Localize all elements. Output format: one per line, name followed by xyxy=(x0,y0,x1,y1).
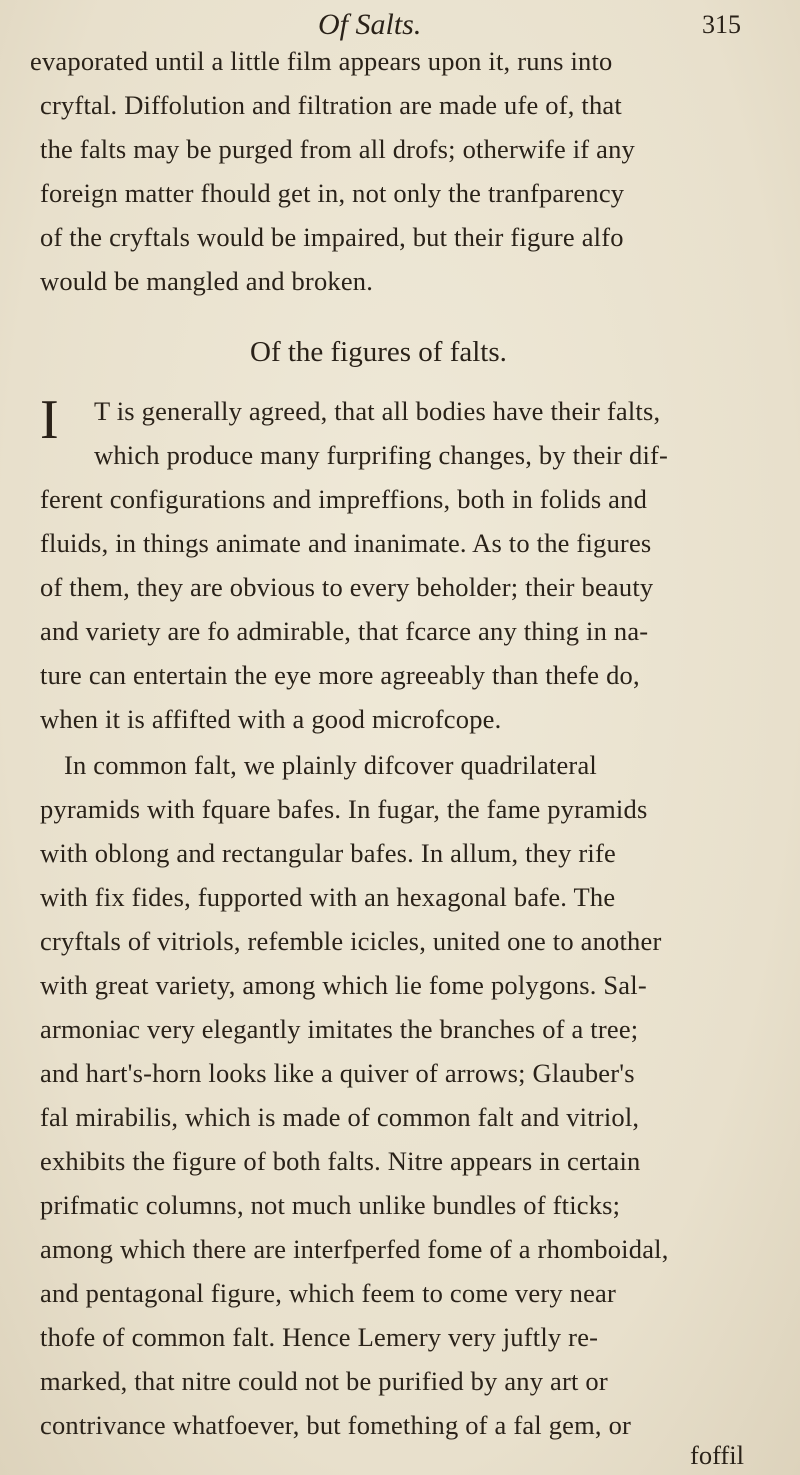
text-line: exhibits the figure of both falts. Nitre appears in certain xyxy=(40,1146,641,1176)
text-line: fal mirabilis, which is made of common falt and vitriol, xyxy=(40,1102,640,1132)
text-line: armoniac very elegantly imitates the branches of a tree; xyxy=(40,1014,639,1044)
drop-cap: I xyxy=(40,389,59,451)
text-line: the falts may be purged from all drofs; otherwife if any xyxy=(40,134,636,164)
text-line: ferent configurations and impreffions, both in folids and xyxy=(40,484,648,514)
running-title: Of Salts. xyxy=(318,8,422,41)
text-line: and hart's-horn looks like a quiver of arrows; Glauber's xyxy=(40,1058,635,1088)
text-line: evaporated until a little film appears upon it, runs into xyxy=(30,46,613,76)
text-line: ture can entertain the eye more agreeably than thefe do, xyxy=(40,660,640,690)
text-line: with fix fides, fupported with an hexagonal bafe. The xyxy=(40,882,616,912)
text-line: when it is affifted with a good microfcope. xyxy=(40,704,502,734)
text-line: thofe of common falt. Hence Lemery very juftly re- xyxy=(40,1322,599,1352)
text-line: with oblong and rectangular bafes. In allum, they rife xyxy=(40,838,616,868)
text-line: T is generally agreed, that all bodies have their falts, xyxy=(94,396,661,426)
text-line: In common falt, we plainly difcover quadrilateral xyxy=(64,750,597,780)
text-line: among which there are interfperfed fome of a rhomboidal, xyxy=(40,1234,669,1264)
text-line: cryftals of vitriols, refemble icicles, united one to another xyxy=(40,926,662,956)
catchword: foffil xyxy=(690,1440,744,1470)
text-line: of the cryftals would be impaired, but their figure alfo xyxy=(40,222,624,252)
text-line: with great variety, among which lie fome polygons. Sal- xyxy=(40,970,647,1000)
text-line: prifmatic columns, not much unlike bundles of fticks; xyxy=(40,1190,621,1220)
section-title: Of the figures of falts. xyxy=(250,336,507,368)
text-line: would be mangled and broken. xyxy=(40,266,374,296)
page-number: 315 xyxy=(702,10,741,39)
text-line: cryftal. Diffolution and filtration are made ufe of, that xyxy=(40,90,622,120)
page-header xyxy=(0,8,800,48)
text-line: fluids, in things animate and inanimate. As to the figures xyxy=(40,528,652,558)
text-line: foreign matter fhould get in, not only the tranfparency xyxy=(40,178,625,208)
text-line: which produce many furprifing changes, by their dif- xyxy=(94,440,669,470)
text-line: marked, that nitre could not be purified by any art or xyxy=(40,1366,608,1396)
text-line: of them, they are obvious to every beholder; their beauty xyxy=(40,572,654,602)
text-line: contrivance whatfoever, but fomething of a fal gem, or xyxy=(40,1410,632,1440)
text-line: and variety are fo admirable, that fcarce any thing in na- xyxy=(40,616,649,646)
text-line: pyramids with fquare bafes. In fugar, the fame pyramids xyxy=(40,794,648,824)
text-line: and pentagonal figure, which feem to come very near xyxy=(40,1278,617,1308)
